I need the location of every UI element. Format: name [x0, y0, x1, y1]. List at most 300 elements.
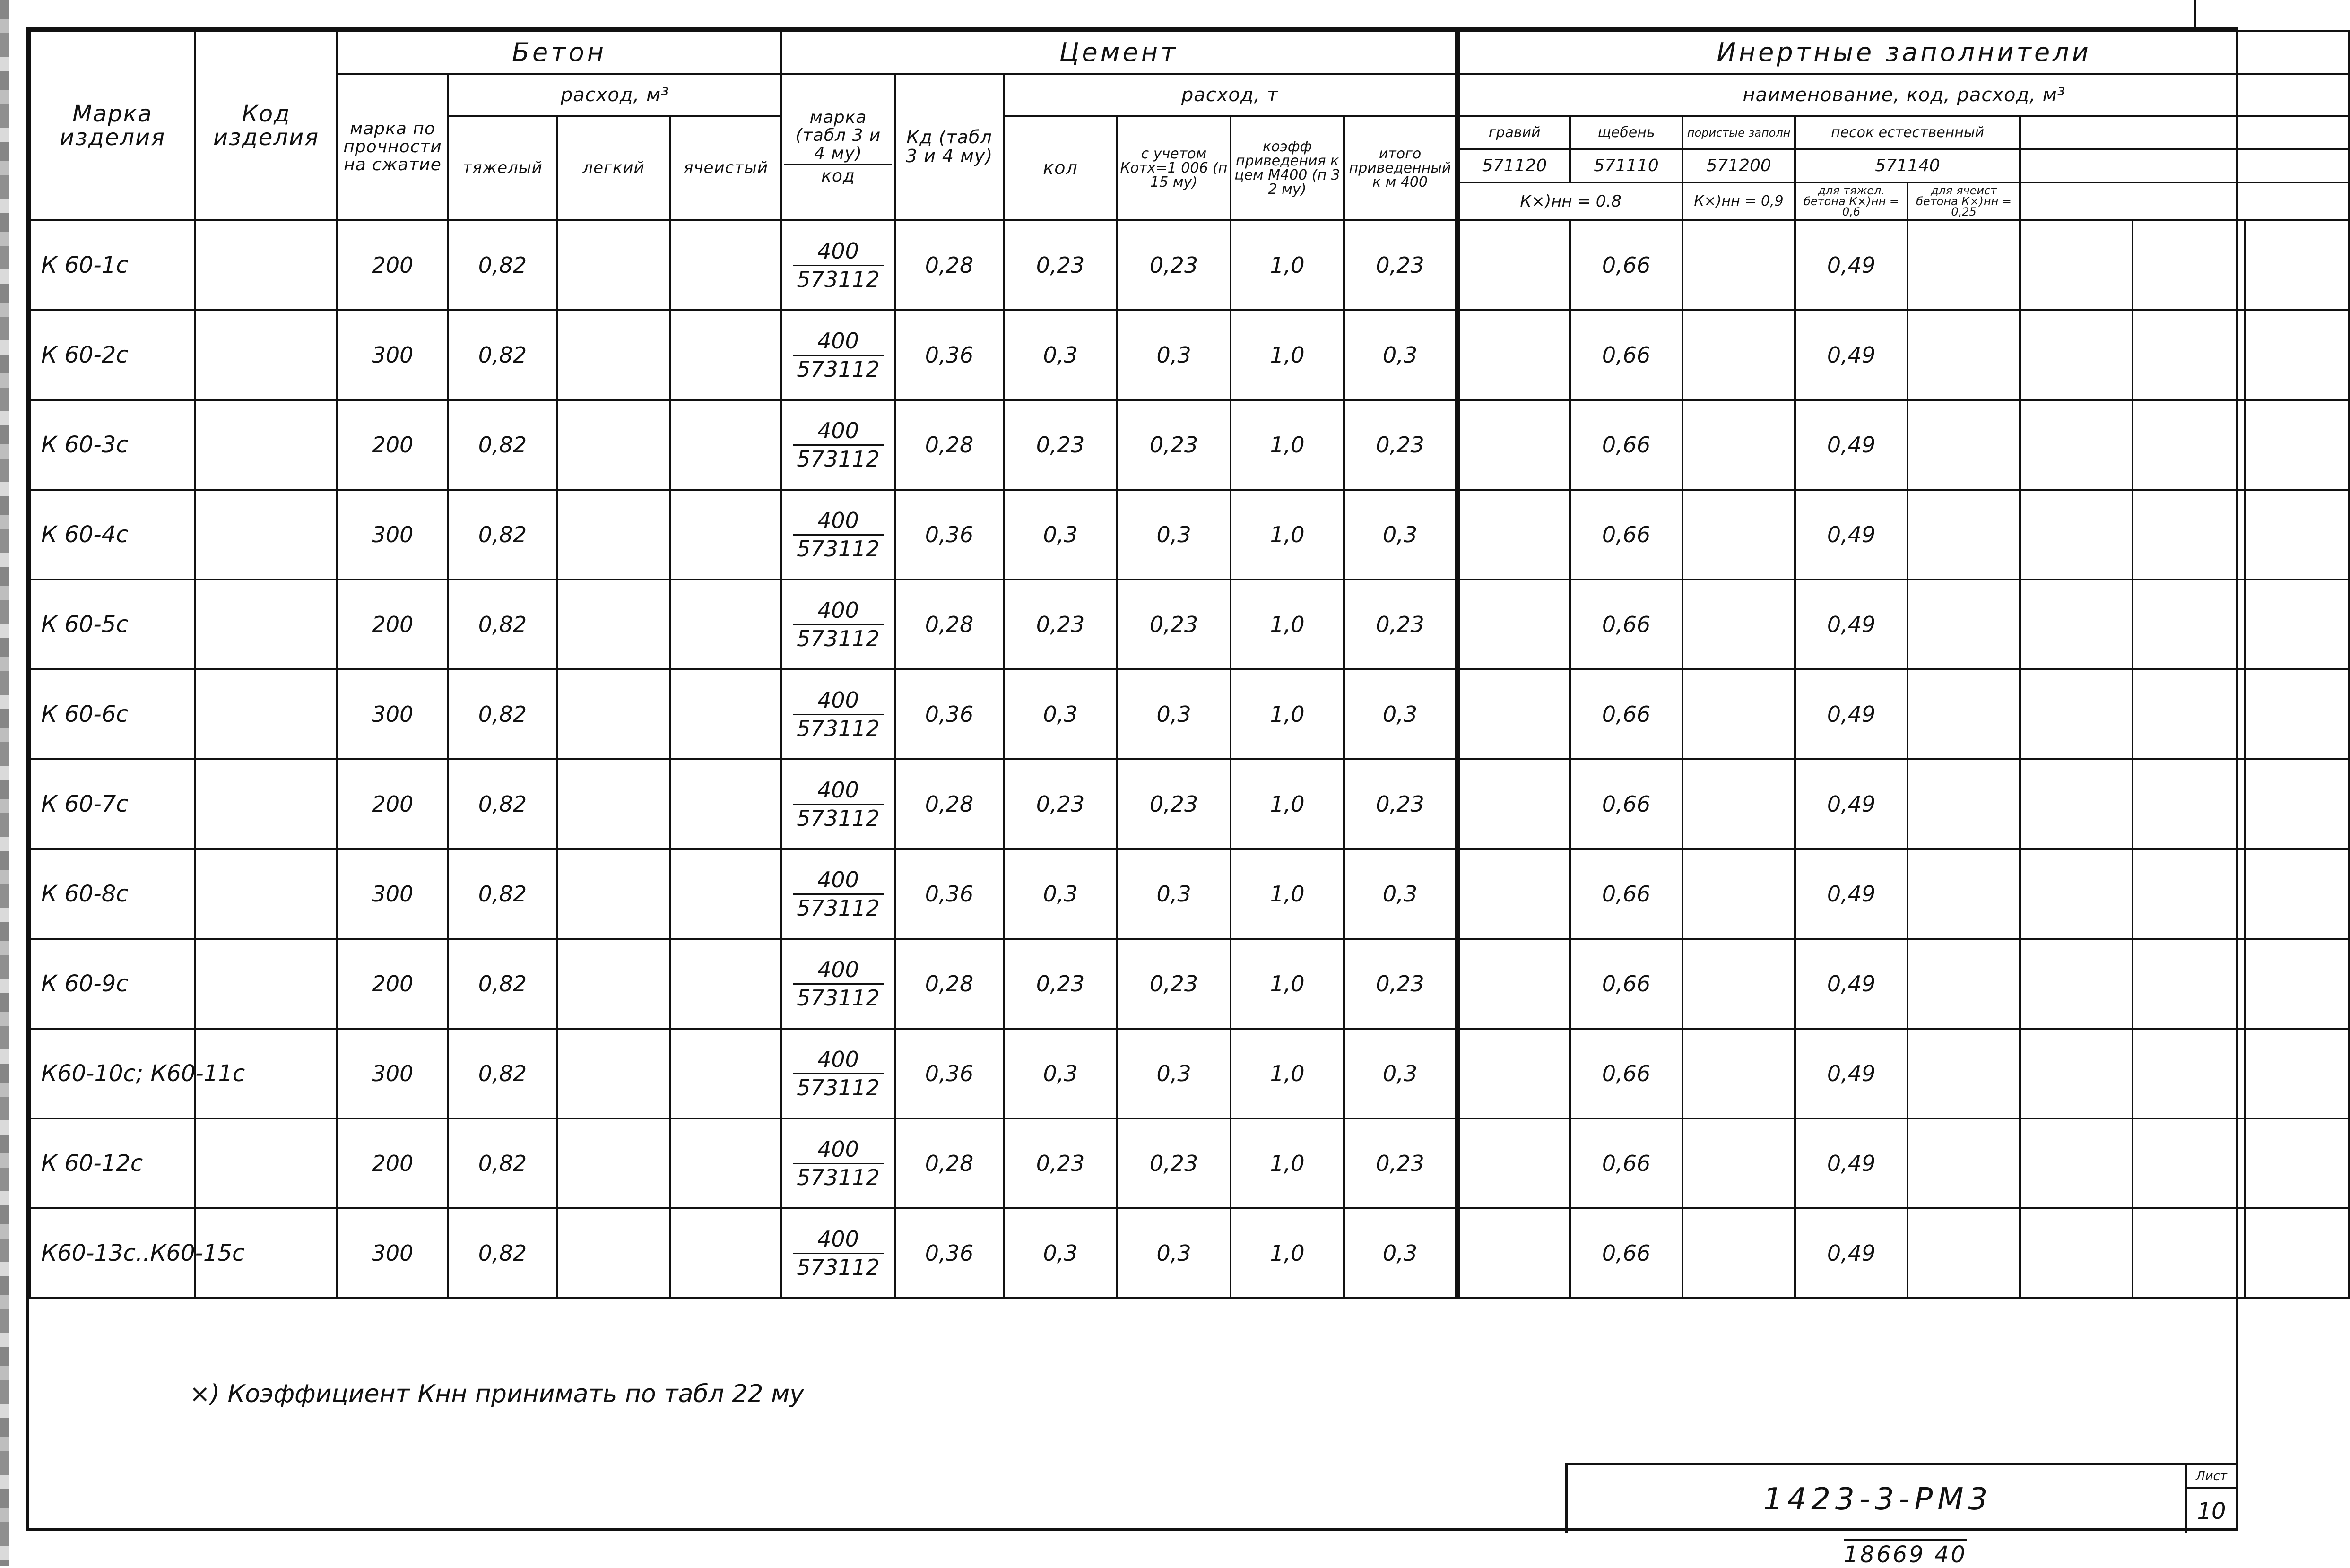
scan-edge [0, 0, 9, 1566]
sheet-label: Лист [2187, 1465, 2236, 1489]
sheet-box [2185, 1465, 2236, 1533]
row-light [557, 1118, 670, 1208]
row-mark: К 60-4с [30, 490, 195, 580]
cement-fraction [793, 599, 884, 650]
row-sand: 0,49 [1795, 759, 1908, 849]
row-strength: 300 [337, 1029, 448, 1118]
row-sand-cellular [1908, 1029, 2020, 1118]
row-sand-cellular [1908, 490, 2020, 580]
header-sand-heavy: для тяжел. бетона К×)нн = 0,6 [1795, 182, 1908, 220]
row-kotx: 0,23 [1117, 759, 1231, 849]
row-cellular [670, 490, 781, 580]
row-sand-cellular [1908, 849, 2020, 939]
row-cement-mark [781, 580, 895, 669]
row-kol: 0,23 [1004, 220, 1117, 310]
row-total: 0,3 [1344, 310, 1457, 400]
row-sand-cellular [1908, 220, 2020, 310]
table-row [30, 220, 2349, 310]
row-empty [2245, 1029, 2349, 1118]
row-sand-cellular [1908, 669, 2020, 759]
row-kotx: 0,23 [1117, 580, 1231, 669]
row-gravel [1457, 310, 1570, 400]
row-kol: 0,3 [1004, 310, 1117, 400]
row-cellular [670, 220, 781, 310]
cement-mark-value: 400 [793, 1048, 884, 1074]
row-heavy: 0,82 [448, 1118, 557, 1208]
row-empty [2020, 580, 2133, 669]
row-kol: 0,3 [1004, 1208, 1117, 1298]
row-cement-mark [781, 669, 895, 759]
row-empty [2020, 220, 2133, 310]
row-kol: 0,3 [1004, 669, 1117, 759]
row-code [195, 310, 337, 400]
cement-code-value: 573112 [797, 715, 880, 741]
row-empty [2133, 759, 2245, 849]
row-empty [2245, 669, 2349, 759]
cement-fraction [793, 958, 884, 1009]
row-kd: 0,28 [895, 1118, 1004, 1208]
header-cement-total: итого приведенный к м 400 [1344, 116, 1457, 220]
row-crushed: 0,66 [1570, 759, 1682, 849]
row-coef: 1,0 [1231, 669, 1344, 759]
row-crushed: 0,66 [1570, 939, 1682, 1029]
row-strength: 300 [337, 849, 448, 939]
row-mark: К60-10с; К60-11с [30, 1029, 195, 1118]
cement-code-value: 573112 [797, 985, 880, 1011]
row-mark: К 60-9с [30, 939, 195, 1029]
row-porous [1682, 1118, 1795, 1208]
table-row [30, 580, 2349, 669]
table-row [30, 1118, 2349, 1208]
row-total: 0,3 [1344, 490, 1457, 580]
row-cement-mark [781, 310, 895, 400]
row-kol: 0,23 [1004, 580, 1117, 669]
row-kd: 0,36 [895, 1208, 1004, 1298]
row-coef: 1,0 [1231, 759, 1344, 849]
row-strength: 200 [337, 580, 448, 669]
row-sand: 0,49 [1795, 580, 1908, 669]
row-strength: 300 [337, 490, 448, 580]
row-strength: 300 [337, 310, 448, 400]
row-total: 0,3 [1344, 849, 1457, 939]
title-block [1565, 1463, 2236, 1533]
row-empty [2133, 490, 2245, 580]
row-gravel [1457, 1118, 1570, 1208]
row-sand: 0,49 [1795, 1029, 1908, 1118]
row-sand-cellular [1908, 1208, 2020, 1298]
row-mark: К 60-12с [30, 1118, 195, 1208]
archive-number: 18669 40 [1844, 1539, 1967, 1568]
header-mark: Марка изделия [30, 31, 195, 220]
row-kotx: 0,23 [1117, 220, 1231, 310]
row-empty [2020, 310, 2133, 400]
footnote: ×) Коэффициент Кнн принимать по табл 22 му [190, 1380, 804, 1408]
row-porous [1682, 1029, 1795, 1118]
row-kd: 0,28 [895, 580, 1004, 669]
row-total: 0,3 [1344, 1029, 1457, 1118]
row-empty [2020, 1118, 2133, 1208]
header-crushed-k: К×)нн = 0.8 [1457, 182, 1682, 220]
row-empty [2020, 400, 2133, 490]
document-code: 1423-3-РМ3 [1763, 1482, 1993, 1517]
row-cement-mark [781, 849, 895, 939]
row-mark: К 60-7с [30, 759, 195, 849]
cement-fraction [793, 329, 884, 381]
table-row [30, 669, 2349, 759]
row-empty [2133, 220, 2245, 310]
row-cellular [670, 1118, 781, 1208]
row-code [195, 400, 337, 490]
row-empty [2245, 759, 2349, 849]
drawing-sheet [26, 27, 2238, 1531]
row-empty [2133, 400, 2245, 490]
row-kol: 0,3 [1004, 849, 1117, 939]
row-code [195, 849, 337, 939]
row-light [557, 310, 670, 400]
table-row [30, 400, 2349, 490]
row-empty [2020, 669, 2133, 759]
row-kd: 0,28 [895, 400, 1004, 490]
row-kd: 0,36 [895, 310, 1004, 400]
row-heavy: 0,82 [448, 1029, 557, 1118]
row-total: 0,23 [1344, 1118, 1457, 1208]
row-light [557, 490, 670, 580]
row-porous [1682, 490, 1795, 580]
row-code [195, 939, 337, 1029]
header-concrete-heavy: тяжелый [448, 116, 557, 220]
cement-mark-value: 400 [793, 419, 884, 445]
row-crushed: 0,66 [1570, 669, 1682, 759]
row-kotx: 0,3 [1117, 1029, 1231, 1118]
row-coef: 1,0 [1231, 939, 1344, 1029]
cement-code-value: 573112 [797, 805, 880, 831]
row-kol: 0,23 [1004, 939, 1117, 1029]
row-kd: 0,36 [895, 490, 1004, 580]
row-mark: К60-13с..К60-15с [30, 1208, 195, 1298]
row-cellular [670, 1029, 781, 1118]
row-porous [1682, 939, 1795, 1029]
row-heavy: 0,82 [448, 490, 557, 580]
header-cement: Цемент [781, 31, 1457, 74]
row-kd: 0,36 [895, 1029, 1004, 1118]
row-light [557, 400, 670, 490]
row-empty [2245, 490, 2349, 580]
row-kotx: 0,3 [1117, 669, 1231, 759]
row-kol: 0,23 [1004, 759, 1117, 849]
row-empty [2020, 849, 2133, 939]
row-sand-cellular [1908, 400, 2020, 490]
row-crushed: 0,66 [1570, 1208, 1682, 1298]
row-kotx: 0,3 [1117, 849, 1231, 939]
row-light [557, 669, 670, 759]
header-empty-1 [2020, 116, 2349, 149]
cement-code-value: 573112 [797, 356, 880, 382]
row-light [557, 849, 670, 939]
cement-mark-value: 400 [793, 329, 884, 355]
row-code [195, 580, 337, 669]
row-code [195, 669, 337, 759]
row-porous [1682, 849, 1795, 939]
row-light [557, 1208, 670, 1298]
row-empty [2133, 1208, 2245, 1298]
row-mark: К 60-8с [30, 849, 195, 939]
row-kotx: 0,23 [1117, 400, 1231, 490]
sheet-number: 10 [2197, 1498, 2226, 1525]
row-code [195, 1118, 337, 1208]
row-code [195, 759, 337, 849]
row-crushed: 0,66 [1570, 849, 1682, 939]
row-sand: 0,49 [1795, 400, 1908, 490]
row-empty [2020, 759, 2133, 849]
row-coef: 1,0 [1231, 849, 1344, 939]
row-gravel [1457, 1208, 1570, 1298]
row-sand-cellular [1908, 310, 2020, 400]
cement-fraction [793, 240, 884, 291]
row-strength: 200 [337, 400, 448, 490]
header-cement-coef: коэфф приведения к цем М400 (п 3 2 му) [1231, 116, 1344, 220]
header-crushed-code: 571110 [1570, 149, 1682, 182]
header-sand-code: 571140 [1795, 149, 2020, 182]
row-heavy: 0,82 [448, 849, 557, 939]
row-kol: 0,3 [1004, 490, 1117, 580]
header-cement-kotx: с учетом Котх=1 006 (п 15 му) [1117, 116, 1231, 220]
corner-tick [2194, 0, 2196, 28]
row-gravel [1457, 1029, 1570, 1118]
row-empty [2133, 1029, 2245, 1118]
row-coef: 1,0 [1231, 1208, 1344, 1298]
row-porous [1682, 1208, 1795, 1298]
row-kotx: 0,23 [1117, 1118, 1231, 1208]
row-coef: 1,0 [1231, 1029, 1344, 1118]
cement-fraction [793, 1228, 884, 1279]
row-kotx: 0,23 [1117, 939, 1231, 1029]
row-empty [2133, 580, 2245, 669]
row-kotx: 0,3 [1117, 310, 1231, 400]
row-empty [2020, 1208, 2133, 1298]
row-gravel [1457, 220, 1570, 310]
row-sand-cellular [1908, 1118, 2020, 1208]
header-empty-2 [2020, 149, 2349, 182]
row-coef: 1,0 [1231, 220, 1344, 310]
row-light [557, 220, 670, 310]
cement-code-value: 573112 [797, 1254, 880, 1280]
cement-mark-top: марка (табл 3 и 4 му) [784, 109, 892, 165]
row-kd: 0,28 [895, 939, 1004, 1029]
row-sand: 0,49 [1795, 939, 1908, 1029]
row-empty [2245, 400, 2349, 490]
row-cellular [670, 849, 781, 939]
row-mark: К 60-2с [30, 310, 195, 400]
row-empty [2245, 1118, 2349, 1208]
row-kotx: 0,3 [1117, 490, 1231, 580]
row-total: 0,23 [1344, 400, 1457, 490]
row-empty [2133, 939, 2245, 1029]
row-sand: 0,49 [1795, 220, 1908, 310]
row-crushed: 0,66 [1570, 1029, 1682, 1118]
row-coef: 1,0 [1231, 580, 1344, 669]
row-empty [2245, 939, 2349, 1029]
cement-mark-bottom: код [821, 166, 855, 186]
table-row [30, 939, 2349, 1029]
row-cement-mark [781, 759, 895, 849]
cement-fraction [793, 509, 884, 560]
row-empty [2133, 669, 2245, 759]
cement-code-value: 573112 [797, 1164, 880, 1190]
row-heavy: 0,82 [448, 759, 557, 849]
row-sand: 0,49 [1795, 490, 1908, 580]
table-row [30, 1029, 2349, 1118]
cement-mark-value: 400 [793, 509, 884, 535]
row-kd: 0,36 [895, 849, 1004, 939]
table-row [30, 310, 2349, 400]
header-sand: песок естественный [1795, 116, 2020, 149]
row-sand-cellular [1908, 939, 2020, 1029]
row-coef: 1,0 [1231, 400, 1344, 490]
row-total: 0,23 [1344, 580, 1457, 669]
row-code [195, 220, 337, 310]
row-kd: 0,28 [895, 220, 1004, 310]
header-agg-sub: наименование, код, расход, м³ [1457, 74, 2349, 116]
row-porous [1682, 400, 1795, 490]
row-gravel [1457, 849, 1570, 939]
row-sand: 0,49 [1795, 310, 1908, 400]
row-strength: 300 [337, 669, 448, 759]
cement-fraction [793, 419, 884, 470]
row-heavy: 0,82 [448, 669, 557, 759]
cement-code-value: 573112 [797, 1074, 880, 1100]
row-heavy: 0,82 [448, 400, 557, 490]
row-gravel [1457, 669, 1570, 759]
row-coef: 1,0 [1231, 1118, 1344, 1208]
header-cement-rate: расход, т [1004, 74, 1457, 116]
row-mark: К 60-6с [30, 669, 195, 759]
row-empty [2020, 1029, 2133, 1118]
row-cement-mark [781, 400, 895, 490]
row-coef: 1,0 [1231, 490, 1344, 580]
row-cement-mark [781, 490, 895, 580]
row-kol: 0,23 [1004, 1118, 1117, 1208]
row-kotx: 0,3 [1117, 1208, 1231, 1298]
row-empty [2245, 849, 2349, 939]
row-sand: 0,49 [1795, 669, 1908, 759]
row-gravel [1457, 939, 1570, 1029]
row-sand: 0,49 [1795, 1208, 1908, 1298]
row-cellular [670, 580, 781, 669]
row-porous [1682, 220, 1795, 310]
row-mark: К 60-3с [30, 400, 195, 490]
row-gravel [1457, 400, 1570, 490]
header-concrete-light: легкий [557, 116, 670, 220]
header-code: Код изделия [195, 31, 337, 220]
row-gravel [1457, 490, 1570, 580]
cement-mark-value: 400 [793, 599, 884, 625]
cement-mark-value: 400 [793, 958, 884, 984]
cement-mark-value: 400 [793, 240, 884, 266]
row-heavy: 0,82 [448, 1208, 557, 1298]
row-empty [2245, 220, 2349, 310]
row-strength: 200 [337, 939, 448, 1029]
row-sand-cellular [1908, 759, 2020, 849]
row-strength: 200 [337, 220, 448, 310]
cement-mark-value: 400 [793, 689, 884, 715]
header-concrete-strength: марка по прочности на сжатие [337, 74, 448, 220]
row-cement-mark [781, 1029, 895, 1118]
table-row [30, 1208, 2349, 1298]
row-cellular [670, 759, 781, 849]
row-cellular [670, 400, 781, 490]
row-code [195, 490, 337, 580]
row-crushed: 0,66 [1570, 490, 1682, 580]
table-row [30, 490, 2349, 580]
row-strength: 300 [337, 1208, 448, 1298]
row-cellular [670, 1208, 781, 1298]
row-kd: 0,28 [895, 759, 1004, 849]
row-total: 0,3 [1344, 1208, 1457, 1298]
row-gravel [1457, 759, 1570, 849]
cement-code-value: 573112 [797, 536, 880, 562]
header-concrete-rate: расход, м³ [448, 74, 781, 116]
header-aggregates: Инертные заполнители [1457, 31, 2349, 74]
row-crushed: 0,66 [1570, 400, 1682, 490]
row-coef: 1,0 [1231, 310, 1344, 400]
row-strength: 200 [337, 1118, 448, 1208]
row-empty [2133, 310, 2245, 400]
row-heavy: 0,82 [448, 580, 557, 669]
row-mark: К 60-5с [30, 580, 195, 669]
row-porous [1682, 580, 1795, 669]
cement-mark-value: 400 [793, 1138, 884, 1164]
row-empty [2020, 490, 2133, 580]
header-concrete-cellular: ячеистый [670, 116, 781, 220]
cement-fraction [793, 868, 884, 919]
row-total: 0,3 [1344, 669, 1457, 759]
row-kol: 0,3 [1004, 1029, 1117, 1118]
header-cement-kol: кол [1004, 116, 1117, 220]
header-porous-code: 571200 [1682, 149, 1795, 182]
row-empty [2245, 1208, 2349, 1298]
row-heavy: 0,82 [448, 310, 557, 400]
header-cement-mark [781, 74, 895, 220]
cement-fraction [793, 1138, 884, 1189]
row-kd: 0,36 [895, 669, 1004, 759]
cement-fraction [793, 1048, 884, 1099]
row-kol: 0,23 [1004, 400, 1117, 490]
row-empty [2245, 310, 2349, 400]
header-porous: пористые заполн [1682, 116, 1795, 149]
header-gravel-code: 571120 [1457, 149, 1570, 182]
row-crushed: 0,66 [1570, 580, 1682, 669]
header-gravel: гравий [1457, 116, 1570, 149]
materials-table [29, 30, 2350, 1299]
row-cellular [670, 310, 781, 400]
row-cellular [670, 939, 781, 1029]
row-crushed: 0,66 [1570, 220, 1682, 310]
row-porous [1682, 310, 1795, 400]
row-cement-mark [781, 1118, 895, 1208]
header-crushed: щебень [1570, 116, 1682, 149]
cement-fraction [793, 779, 884, 830]
row-gravel [1457, 580, 1570, 669]
row-total: 0,23 [1344, 939, 1457, 1029]
row-mark: К 60-1с [30, 220, 195, 310]
cement-code-value: 573112 [797, 625, 880, 651]
cement-code-value: 573112 [797, 446, 880, 472]
cement-code-value: 573112 [797, 895, 880, 921]
row-cement-mark [781, 1208, 895, 1298]
cement-mark-value: 400 [793, 1228, 884, 1254]
row-porous [1682, 669, 1795, 759]
cement-mark-value: 400 [793, 868, 884, 894]
